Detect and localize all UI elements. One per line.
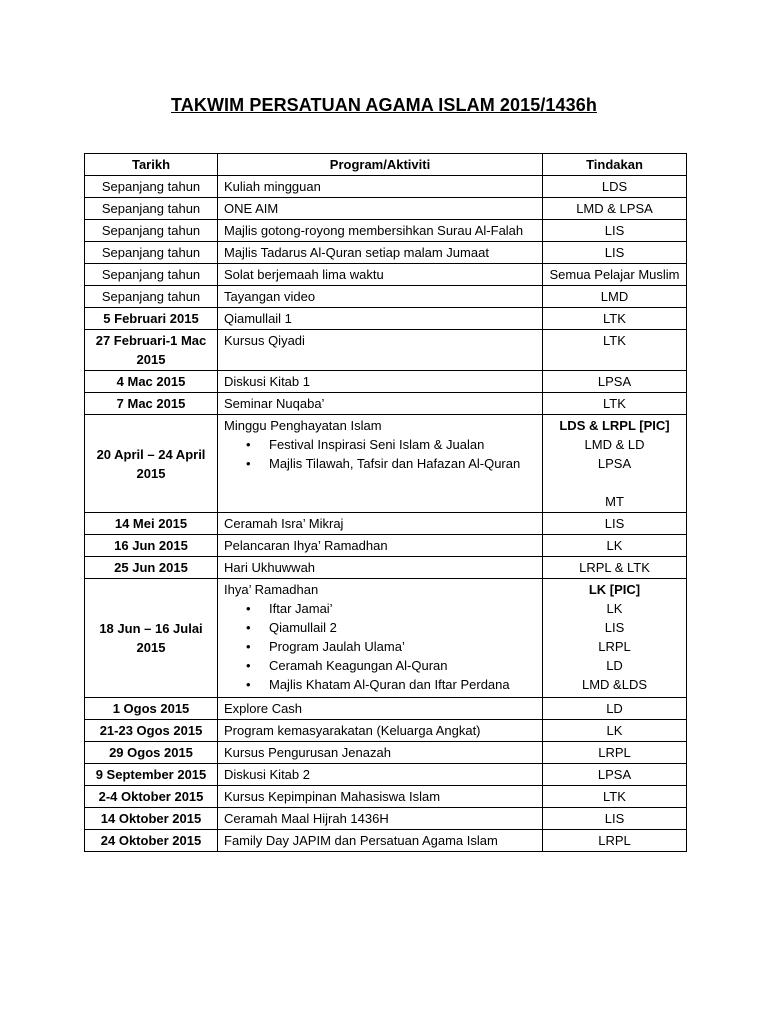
table-row	[85, 535, 687, 557]
table-row	[85, 720, 687, 742]
row-action: LIS	[543, 220, 687, 242]
row-program: Majlis gotong-royong membersihkan Surau Al-Falah	[218, 220, 543, 242]
table-row	[85, 286, 687, 308]
action-pic: LDS & LRPL [PIC]	[559, 418, 670, 433]
row-program: Hari Ukhuwwah	[218, 557, 543, 579]
row-program: Kursus Qiyadi	[218, 330, 543, 371]
program-title: Ihya’ Ramadhan	[224, 582, 319, 597]
row-action: LTK	[543, 786, 687, 808]
spacer	[549, 473, 680, 492]
header-program: Program/Aktiviti	[218, 154, 543, 176]
action-pic: LK [PIC]	[588, 582, 641, 597]
row-action: LIS	[543, 808, 687, 830]
action-line: LK	[606, 601, 623, 616]
row-action: LIS	[543, 242, 687, 264]
sub-activity: • Iftar Jamai’	[224, 599, 536, 618]
table-row	[85, 764, 687, 786]
table-row	[85, 393, 687, 415]
row-date: 16 Jun 2015	[85, 535, 218, 557]
row-action	[543, 415, 687, 513]
row-program: Kuliah mingguan	[218, 176, 543, 198]
row-action: LRPL & LTK	[543, 557, 687, 579]
row-program: Explore Cash	[218, 698, 543, 720]
row-program: Ceramah Isra’ Mikraj	[218, 513, 543, 535]
row-date: 18 Jun – 16 Julai 2015	[85, 579, 218, 698]
table-row	[85, 264, 687, 286]
table-row	[85, 786, 687, 808]
sub-activity: • Majlis Khatam Al-Quran dan Iftar Perdana	[224, 675, 536, 694]
row-date: 27 Februari-1 Mac 2015	[85, 330, 218, 371]
header-date: Tarikh	[85, 154, 218, 176]
sub-activity-list	[224, 435, 536, 475]
sub-activity-list	[224, 599, 536, 696]
sub-activity: • Ceramah Keagungan Al-Quran	[224, 656, 536, 675]
row-action	[543, 579, 687, 698]
table-row	[85, 830, 687, 852]
action-line: MT	[605, 494, 624, 509]
row-date: Sepanjang tahun	[85, 176, 218, 198]
row-program: Ceramah Maal Hijrah 1436H	[218, 808, 543, 830]
sub-activity: • Qiamullail 2	[224, 618, 536, 637]
row-action: LTK	[543, 330, 687, 371]
table-row	[85, 742, 687, 764]
table-row	[85, 198, 687, 220]
row-action: LIS	[543, 513, 687, 535]
row-date: 25 Jun 2015	[85, 557, 218, 579]
row-program: Program kemasyarakatan (Keluarga Angkat)	[218, 720, 543, 742]
row-date: 29 Ogos 2015	[85, 742, 218, 764]
row-action: LDS	[543, 176, 687, 198]
row-program: Seminar Nuqaba’	[218, 393, 543, 415]
action-line: LRPL	[598, 639, 631, 654]
table-row	[85, 242, 687, 264]
row-action: LK	[543, 720, 687, 742]
row-program: Tayangan video	[218, 286, 543, 308]
row-date: 14 Mei 2015	[85, 513, 218, 535]
row-date: 20 April – 24 April 2015	[85, 415, 218, 513]
row-action: LD	[543, 698, 687, 720]
row-program: Kursus Pengurusan Jenazah	[218, 742, 543, 764]
row-date: 21-23 Ogos 2015	[85, 720, 218, 742]
row-program: ONE AIM	[218, 198, 543, 220]
row-program	[218, 415, 543, 513]
row-action: LRPL	[543, 830, 687, 852]
action-line: LMD &LDS	[581, 677, 648, 692]
row-date: 5 Februari 2015	[85, 308, 218, 330]
table-row	[85, 698, 687, 720]
table-row	[85, 579, 687, 698]
row-date: 4 Mac 2015	[85, 371, 218, 393]
table-row	[85, 808, 687, 830]
row-program: Family Day JAPIM dan Persatuan Agama Islam	[218, 830, 543, 852]
row-program: Pelancaran Ihya’ Ramadhan	[218, 535, 543, 557]
table-row	[85, 415, 687, 513]
row-date: 7 Mac 2015	[85, 393, 218, 415]
row-date: 14 Oktober 2015	[85, 808, 218, 830]
row-action: LTK	[543, 308, 687, 330]
row-action: LPSA	[543, 764, 687, 786]
sub-activity: • Program Jaulah Ulama’	[224, 637, 536, 656]
action-line: LPSA	[597, 456, 632, 471]
page-title: TAKWIM PERSATUAN AGAMA ISLAM 2015/1436h	[171, 95, 597, 115]
row-program: Diskusi Kitab 1	[218, 371, 543, 393]
calendar-table	[84, 153, 687, 852]
row-action: LMD	[543, 286, 687, 308]
table-header-row	[85, 154, 687, 176]
program-title: Minggu Penghayatan Islam	[224, 418, 382, 433]
action-line: LD	[606, 658, 623, 673]
row-date: 9 September 2015	[85, 764, 218, 786]
row-action: LTK	[543, 393, 687, 415]
row-program: Solat berjemaah lima waktu	[218, 264, 543, 286]
table-row	[85, 220, 687, 242]
table-row	[85, 308, 687, 330]
row-date: 2-4 Oktober 2015	[85, 786, 218, 808]
sub-activity: • Majlis Tilawah, Tafsir dan Hafazan Al-Quran	[224, 454, 536, 473]
table-row	[85, 513, 687, 535]
table-row	[85, 371, 687, 393]
row-date: Sepanjang tahun	[85, 286, 218, 308]
header-action: Tindakan	[543, 154, 687, 176]
row-action: LPSA	[543, 371, 687, 393]
row-date: Sepanjang tahun	[85, 264, 218, 286]
row-program: Majlis Tadarus Al-Quran setiap malam Jumaat	[218, 242, 543, 264]
row-date: Sepanjang tahun	[85, 198, 218, 220]
table-row	[85, 557, 687, 579]
table-row	[85, 330, 687, 371]
row-date: 24 Oktober 2015	[85, 830, 218, 852]
row-program: Diskusi Kitab 2	[218, 764, 543, 786]
row-date: 1 Ogos 2015	[85, 698, 218, 720]
row-date: Sepanjang tahun	[85, 220, 218, 242]
row-action: LK	[543, 535, 687, 557]
sub-activity: • Festival Inspirasi Seni Islam & Jualan	[224, 435, 536, 454]
action-line: LMD & LD	[584, 437, 645, 452]
row-action: Semua Pelajar Muslim	[543, 264, 687, 286]
table-row	[85, 176, 687, 198]
row-program	[218, 579, 543, 698]
row-action: LMD & LPSA	[543, 198, 687, 220]
row-program: Kursus Kepimpinan Mahasiswa Islam	[218, 786, 543, 808]
row-action: LRPL	[543, 742, 687, 764]
row-program: Qiamullail 1	[218, 308, 543, 330]
action-line: LIS	[604, 620, 625, 635]
row-date: Sepanjang tahun	[85, 242, 218, 264]
